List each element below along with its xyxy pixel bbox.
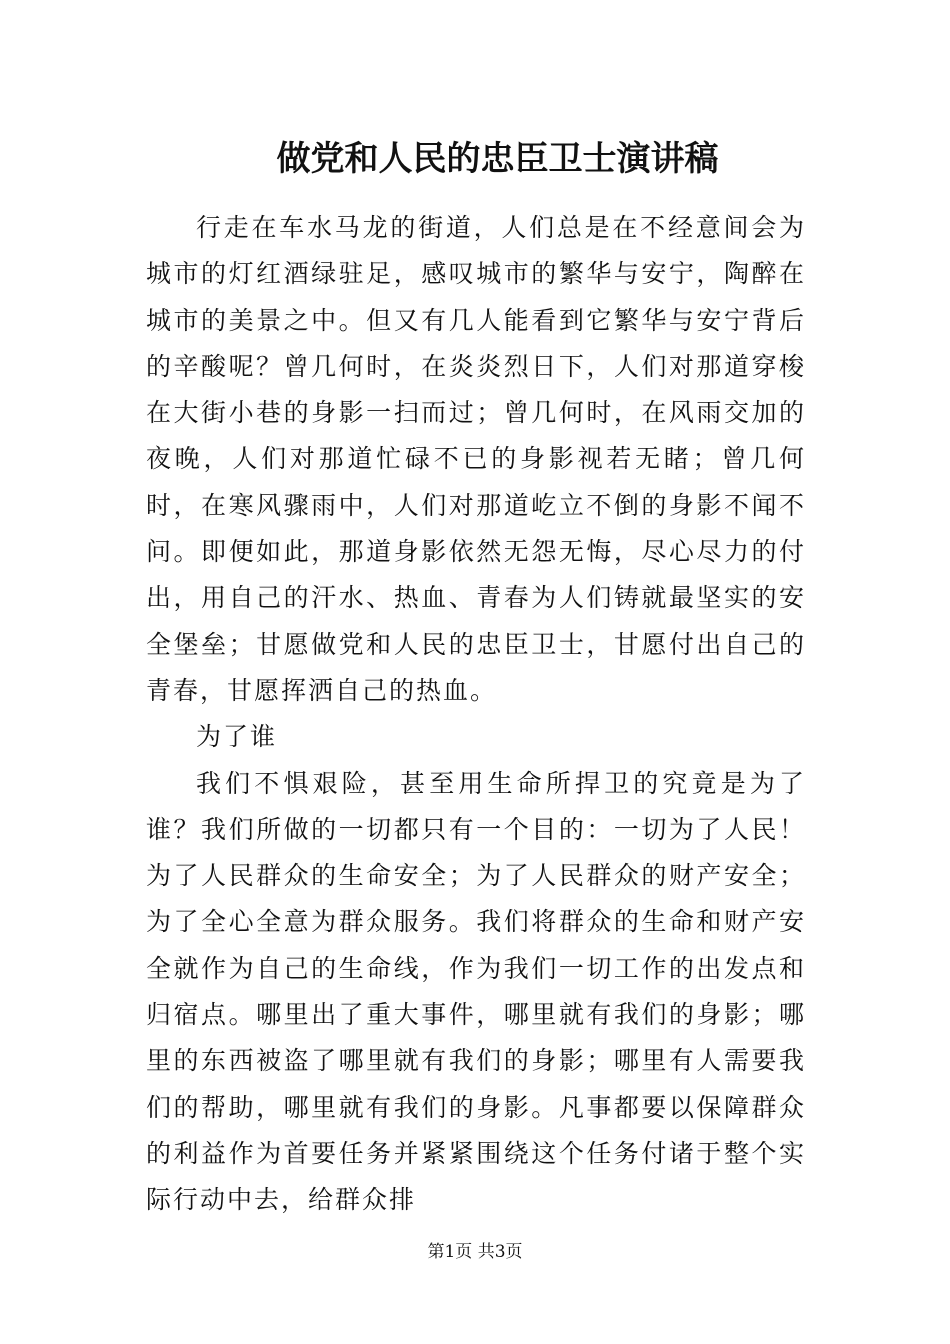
section-heading: 为了谁 xyxy=(196,722,278,752)
paragraph-intro: 行走在车水马龙的街道，人们总是在不经意间会为城市的灯红酒绿驻足，感叹城市的繁华与安宁，陶醉在城市的美景之中。但又有几人能看到它繁华与安宁背后的辛酸呢？曾几何时，在炎炎烈日下，人们对那道穿梭在大街小巷的身影一扫而过；曾几何时，在风雨交加的夜晚，人们对那道忙碌不已的身影视若无睹；曾几何时，在寒风骤雨中，人们对那道屹立不倒的身影不闻不问。即便如此，那道身影依然无怨无悔，尽心尽力的付出，用自己的汗水、热血、青春为人们铸就最坚实的安全堡垒；甘愿做党和人民的忠臣卫士，甘愿付出自己的青春，甘愿挥洒自己的热血。 xyxy=(146,213,806,705)
document-title: 做党和人民的忠臣卫士演讲稿 xyxy=(276,139,719,179)
document-body xyxy=(146,205,806,1224)
page-indicator: 第1页 共3页 xyxy=(427,1242,523,1262)
paragraph-for-whom: 我们不惧艰险，甚至用生命所捍卫的究竟是为了谁？我们所做的一切都只有一个目的：一切为了人民！为了人民群众的生命安全；为了人民群众的财产安全；为了全心全意为群众服务。我们将群众的生命和财产安全就作为自己的生命线，作为我们一切工作的出发点和归宿点。哪里出了重大事件，哪里就有我们的身影；哪里的东西被盗了哪里就有我们的身影；哪里有人需要我们的帮助，哪里就有我们的身影。凡事都要以保障群众的利益作为首要任务并紧紧围绕这个任务付诸于整个实际行动中去，给群众排 xyxy=(146,768,806,1215)
